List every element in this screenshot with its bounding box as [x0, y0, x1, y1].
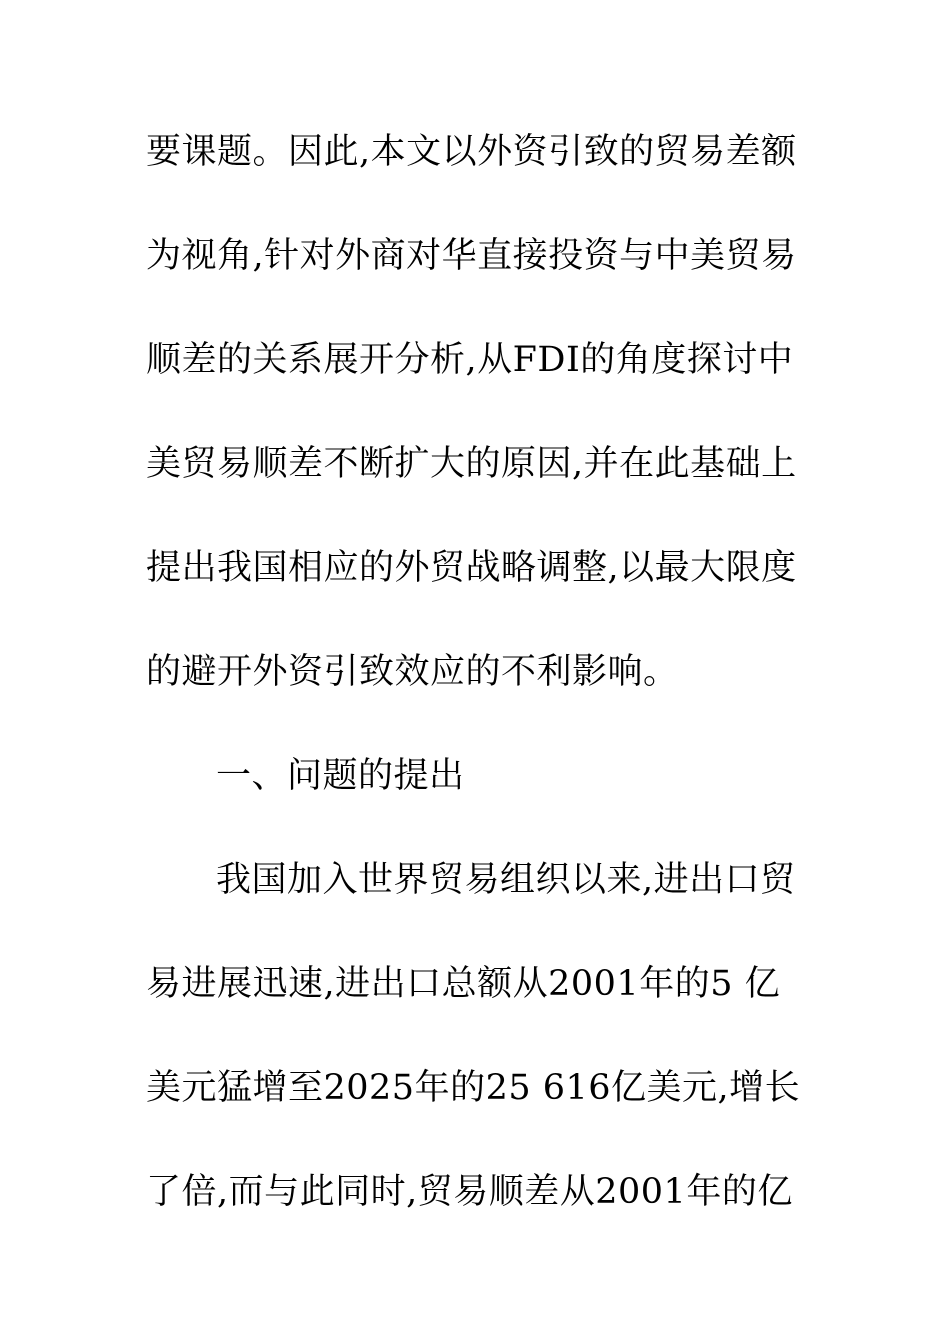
text-line: 顺差的关系展开分析,从FDI的角度探讨中 [146, 340, 794, 380]
text-line: 的避开外资引致效应的不利影响。 [146, 652, 679, 692]
text-line: 易进展迅速,进出口总额从2001年的5 亿 [146, 964, 781, 1004]
document-body [146, 122, 806, 1266]
text-line: 美元猛增至2025年的25 616亿美元,增长 [146, 1068, 801, 1108]
paragraph-problem [146, 850, 806, 1266]
text-line: 提出我国相应的外贸战略调整,以最大限度 [146, 548, 797, 588]
text-line: 为视角,针对外商对华直接投资与中美贸易 [146, 236, 797, 276]
paragraph-intro [146, 122, 806, 746]
text-line: 美贸易顺差不断扩大的原因,并在此基础上 [146, 444, 797, 484]
text-line: 了倍,而与此同时,贸易顺差从2001年的亿 [146, 1172, 793, 1212]
section-heading: 一、问题的提出 [216, 756, 465, 796]
text-line: 要课题。因此,本文以外资引致的贸易差额 [146, 132, 797, 172]
text-line: 我国加入世界贸易组织以来,进出口贸 [216, 860, 796, 900]
